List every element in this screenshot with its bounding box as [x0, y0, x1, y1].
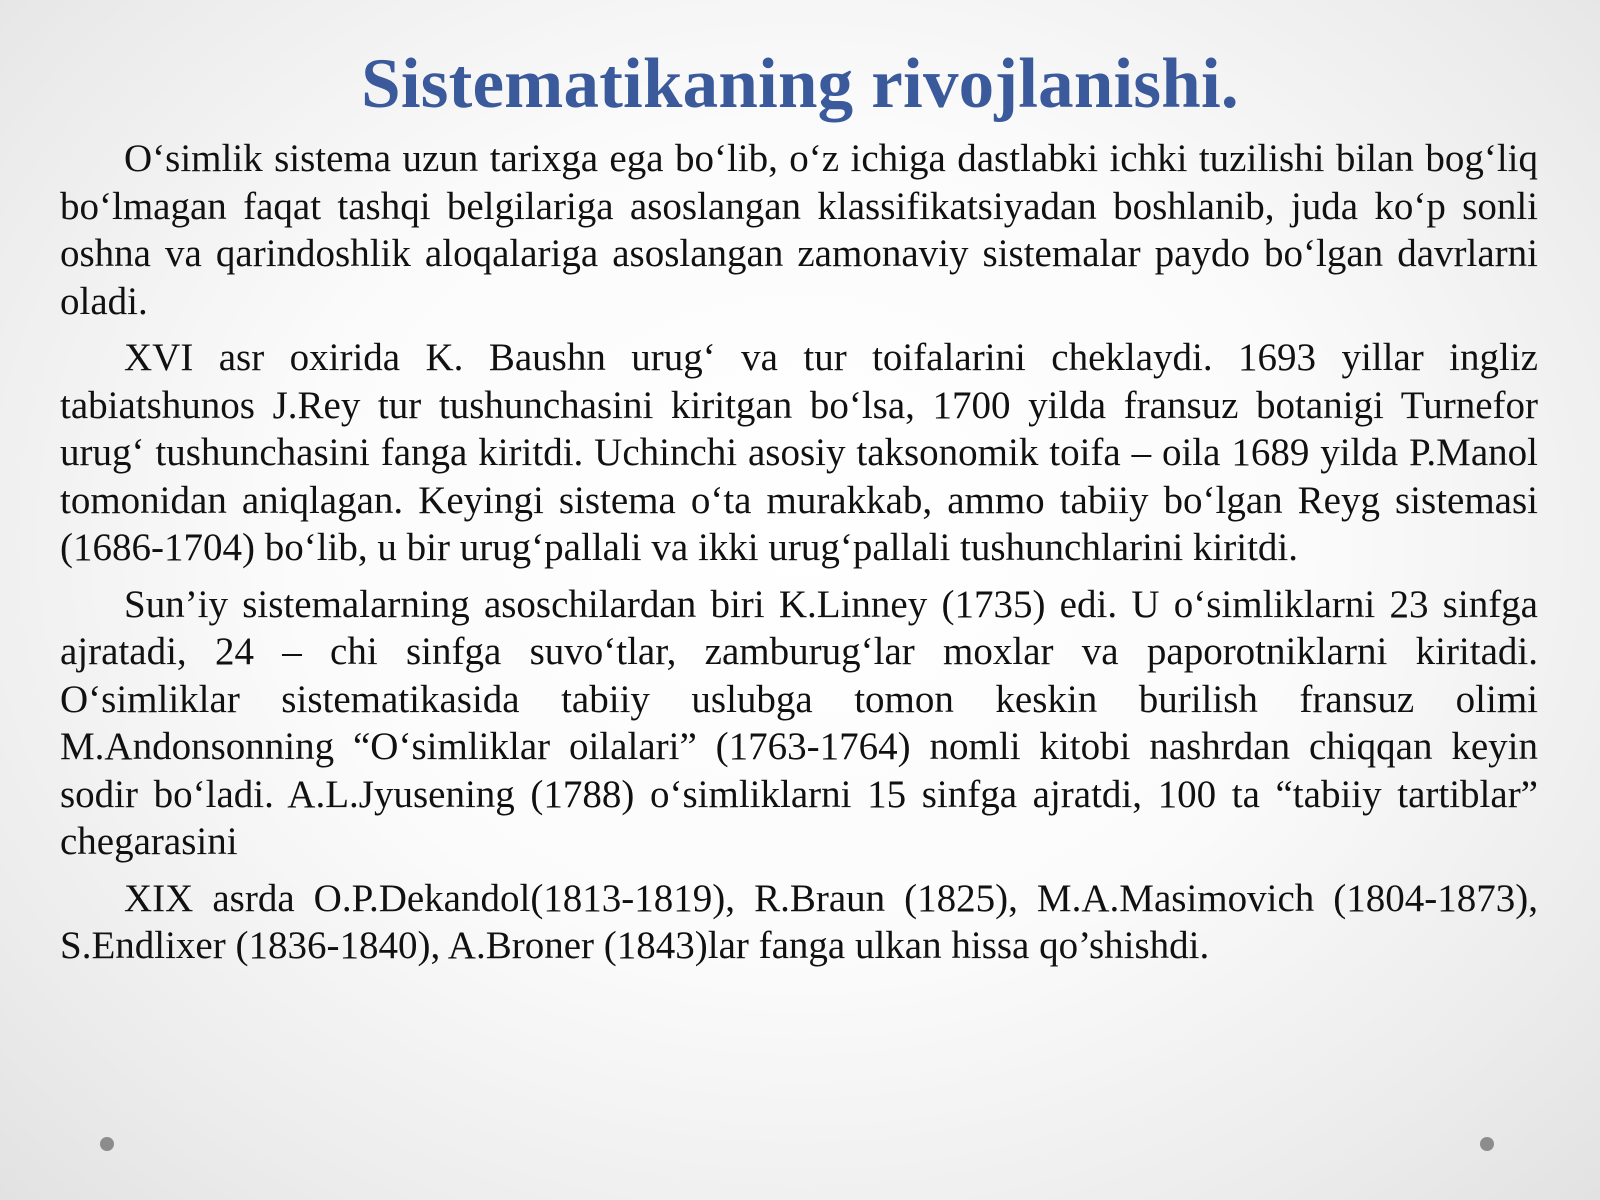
slide-title: Sistematikaning rivojlanishi.: [361, 45, 1239, 123]
paragraph-xvi-century: XVI asr oxirida K. Baushn urug‘ va tur toifalarini cheklaydi. 1693 yillar ingliz tabiatshunos J.Rey tur tushunchasini kiritgan bo‘lsa, 1700 yilda fransuz botanigi Turnefor urug‘ tushunchasini fanga kiritdi. Uchinchi asosiy taksonomik toifa – oila 1689 yilda P.Manol tomonidan aniqlagan. Keyingi sistema o‘ta murakkab, ammo tabiiy bo‘lgan Reyg sistemasi (1686-1704) bo‘lib, u bir urug‘pallali va ikki urug‘pallali tushunchlarini kiritdi.: [60, 336, 1538, 569]
paragraph-xix-century: XIX asrda O.P.Dekandol(1813-1819), R.Braun (1825), M.A.Masimovich (1804-1873), S.Endlixer (1836-1840), A.Broner (1843)lar fanga ulkan hissa qo’shishdi.: [60, 876, 1538, 967]
slide-body: [60, 135, 1538, 979]
decorative-dot-right: [1480, 1137, 1494, 1151]
paragraph-intro: O‘simlik sistema uzun tarixga ega bo‘lib, o‘z ichiga dastlabki ichki tuzilishi bilan bog‘liq bo‘lmagan faqat tashqi belgilariga asoslangan klassifikatsiyadan boshlanib, juda ko‘p sonli oshna va qarindoshlik aloqalariga asoslangan zamonaviy sistemalar paydo bo‘lgan davrlarni oladi.: [60, 137, 1538, 323]
paragraph-artificial-systems: Sun’iy sistemalarning asoschilardan biri K.Linney (1735) edi. U o‘simliklarni 23 sinfga ajratadi, 24 – chi sinfga suvo‘tlar, zamburug‘lar moxlar va paporotniklarni kiritadi. O‘simliklar sistematikasida tabiiy uslubga tomon keskin burilish fransuz olimi M.Andonsonning “O‘simliklar oilalari” (1763-1764) nomli kitobi nashrdan chiqqan keyin sodir bo‘ladi. A.L.Jyusening (1788) o‘simliklarni 15 sinfga ajratdi, 100 ta “tabiiy tartiblar” chegarasini: [60, 582, 1538, 863]
decorative-dot-left: [100, 1137, 114, 1151]
